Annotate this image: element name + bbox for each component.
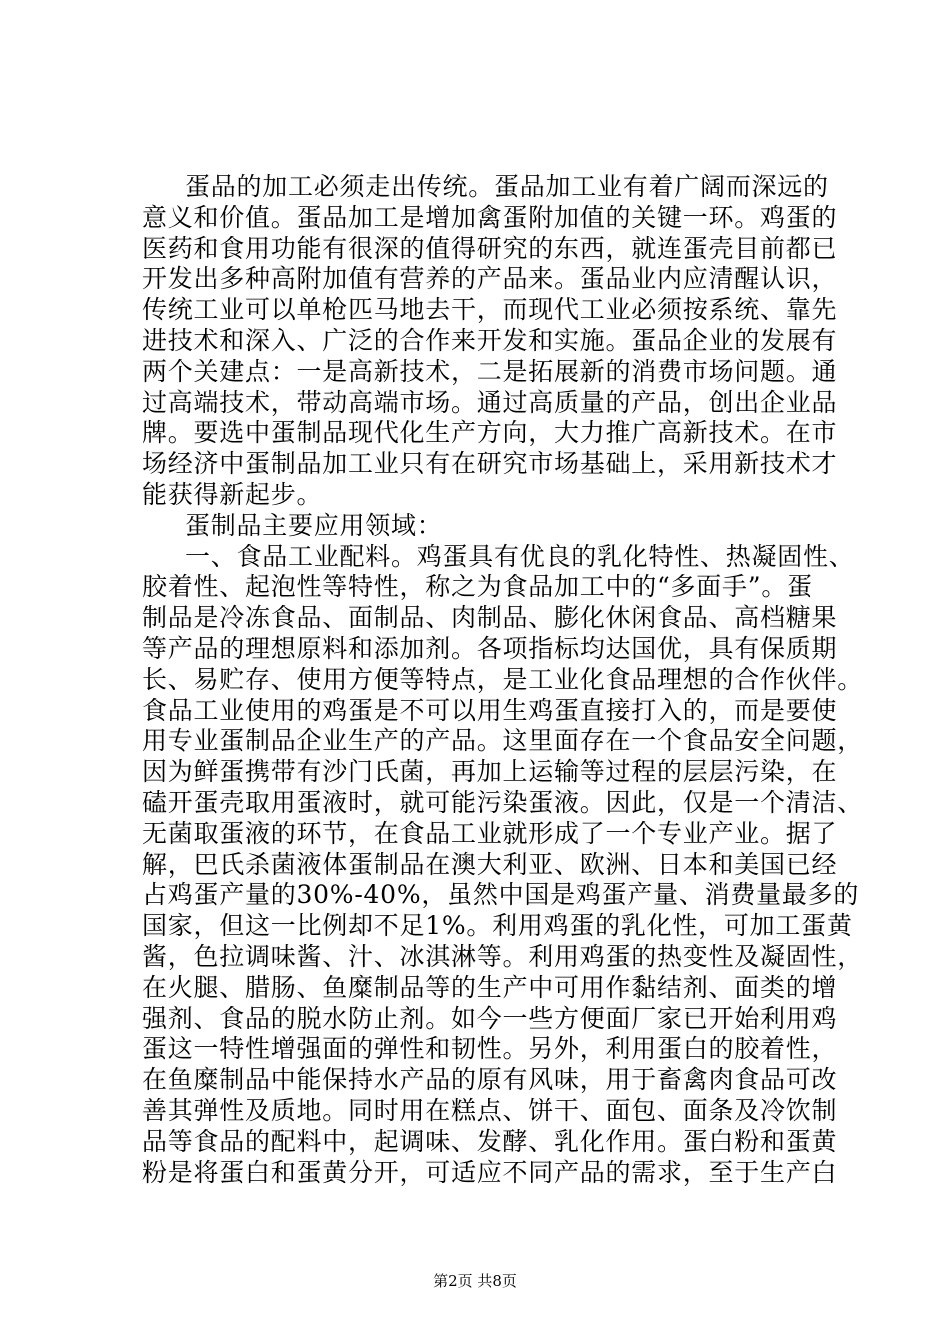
text-line: 场经济中蛋制品加工业只有在研究市场基础上，采用新技术才 [142,449,838,479]
text-line: 因为鲜蛋携带有沙门氏菌，再加上运输等过程的层层污染，在 [142,757,838,787]
text-line: 一、食品工业配料。鸡蛋具有优良的乳化特性、热凝固性、 [185,541,855,571]
text-line: 品等食品的配料中，起调味、发酵、乳化作用。蛋白粉和蛋黄 [142,1126,838,1156]
text-line: 占鸡蛋产量的30%-40%，虽然中国是鸡蛋产量、消费量最多的 [142,880,860,910]
text-line: 蛋这一特性增强面的弹性和韧性。另外，利用蛋白的胶着性， [142,1034,838,1064]
text-line: 国家，但这一比例却不足1%。利用鸡蛋的乳化性，可加工蛋黄 [142,911,853,941]
text-line: 食品工业使用的鸡蛋是不可以用生鸡蛋直接打入的，而是要使 [142,695,838,725]
text-line: 等产品的理想原料和添加剂。各项指标均达国优，具有保质期 [142,633,838,663]
text-line: 蛋制品主要应用领域： [185,510,443,540]
text-line: 长、易贮存、使用方便等特点，是工业化食品理想的合作伙伴。 [142,664,864,694]
document-body [142,172,864,1188]
text-line: 制品是冷冻食品、面制品、肉制品、膨化休闲食品、高档糖果 [142,603,838,633]
text-line: 两个关建点：一是高新技术，二是拓展新的消费市场问题。通 [142,356,838,386]
text-line: 解，巴氏杀菌液体蛋制品在澳大利亚、欧洲、日本和美国已经 [142,849,838,879]
text-line: 医药和食用功能有很深的值得研究的东西，就连蛋壳目前都已 [142,233,838,263]
text-line: 无菌取蛋液的环节，在食品工业就形成了一个专业产业。据了 [142,818,838,848]
text-line: 胶着性、起泡性等特性，称之为食品加工中的“多面手”。蛋 [142,572,813,602]
text-line: 传统工业可以单枪匹马地去干，而现代工业必须按系统、靠先 [142,295,838,325]
text-line: 蛋品的加工必须走出传统。蛋品加工业有着广阔而深远的 [185,172,829,201]
text-line: 开发出多种高附加值有营养的产品来。蛋品业内应清醒认识， [142,264,838,294]
text-line: 牌。要选中蛋制品现代化生产方向，大力推广高新技术。在市 [142,418,838,448]
text-line: 强剂、食品的脱水防止剂。如今一些方便面厂家已开始利用鸡 [142,1003,838,1033]
text-line: 过高端技术，带动高端市场。通过高质量的产品，创出企业品 [142,387,838,417]
text-line: 能获得新起步。 [142,479,323,509]
text-line: 酱，色拉调味酱、汁、冰淇淋等。利用鸡蛋的热变性及凝固性， [142,941,864,971]
text-line: 在火腿、腊肠、鱼糜制品等的生产中可用作黏结剂、面类的增 [142,972,838,1002]
text-line: 用专业蛋制品企业生产的产品。这里面存在一个食品安全问题， [142,726,864,756]
page-footer: 第2页 共8页 [433,1272,517,1290]
text-line: 在鱼糜制品中能保持水产品的原有风味，用于畜禽肉食品可改 [142,1065,838,1095]
text-line: 粉是将蛋白和蛋黄分开，可适应不同产品的需求，至于生产白 [142,1157,838,1187]
text-line: 善其弹性及质地。同时用在糕点、饼干、面包、面条及冷饮制 [142,1095,838,1125]
text-line: 意义和价值。蛋品加工是增加禽蛋附加值的关键一环。鸡蛋的 [142,202,838,232]
text-line: 磕开蛋壳取用蛋液时，就可能污染蛋液。因此，仅是一个清洁、 [142,787,864,817]
text-line: 进技术和深入、广泛的合作来开发和实施。蛋品企业的发展有 [142,325,838,355]
